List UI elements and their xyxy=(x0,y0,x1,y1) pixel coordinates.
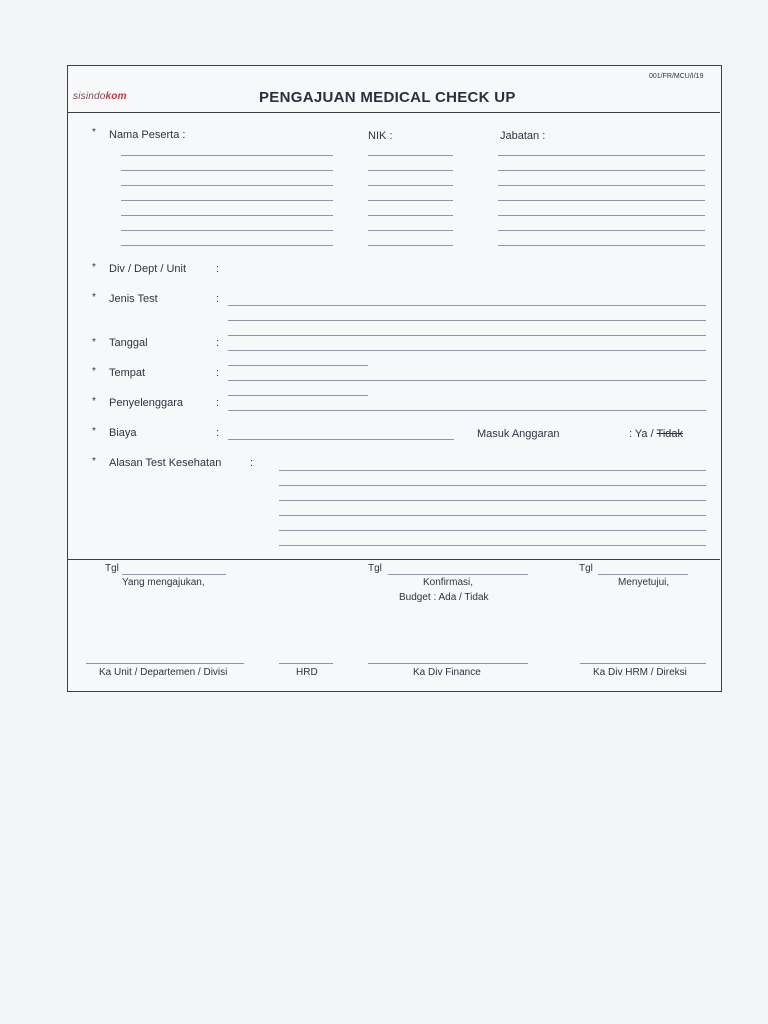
jabatan-input-line[interactable] xyxy=(498,170,705,171)
colon: : xyxy=(216,397,220,409)
jenis-test-input-line[interactable] xyxy=(228,335,706,336)
tanggal-input-line[interactable] xyxy=(228,365,368,366)
budget-label: Budget : Ada / Tidak xyxy=(399,592,489,603)
jenis-test-label: Jenis Test xyxy=(109,293,158,305)
tempat-label: Tempat xyxy=(109,367,146,379)
colon: : xyxy=(250,457,254,469)
alasan-input-line[interactable] xyxy=(279,515,706,516)
required-marker: * xyxy=(92,127,96,138)
tgl-label: Tgl xyxy=(105,563,119,574)
signature-line-hrd[interactable] xyxy=(279,663,333,664)
alasan-input-line[interactable] xyxy=(279,485,706,486)
alasan-input-line[interactable] xyxy=(279,500,706,501)
tidak-option: Tidak xyxy=(656,428,684,440)
medical-checkup-form xyxy=(67,65,722,692)
colon: : xyxy=(216,337,220,349)
yang-mengajukan-label: Yang mengajukan, xyxy=(122,577,205,588)
nik-input-line[interactable] xyxy=(368,155,453,156)
biaya-label: Biaya xyxy=(109,427,137,439)
alasan-input-line[interactable] xyxy=(279,545,706,546)
colon: : xyxy=(216,293,220,305)
biaya-input-line[interactable] xyxy=(228,439,454,440)
nama-input-line[interactable] xyxy=(121,245,333,246)
required-marker: * xyxy=(92,337,96,348)
konfirmasi-label: Konfirmasi, xyxy=(423,577,474,588)
signature-line-ka-unit[interactable] xyxy=(86,663,244,664)
nama-input-line[interactable] xyxy=(121,185,333,186)
header-divider xyxy=(68,112,720,113)
tgl-label: Tgl xyxy=(579,563,593,574)
jenis-test-input-line[interactable] xyxy=(228,305,706,306)
hrd-label: HRD xyxy=(296,667,318,678)
alasan-input-line[interactable] xyxy=(279,470,706,471)
nik-label: NIK : xyxy=(368,130,393,142)
nama-input-line[interactable] xyxy=(121,215,333,216)
ka-unit-label: Ka Unit / Departemen / Divisi xyxy=(99,667,228,678)
jabatan-input-line[interactable] xyxy=(498,245,705,246)
jabatan-label: Jabatan : xyxy=(500,130,546,142)
jabatan-input-line[interactable] xyxy=(498,185,705,186)
tempat-input-line[interactable] xyxy=(228,380,706,381)
nik-input-line[interactable] xyxy=(368,200,453,201)
div-dept-unit-label: Div / Dept / Unit xyxy=(109,263,187,275)
ya-option: : Ya / xyxy=(629,428,654,440)
nama-input-line[interactable] xyxy=(121,200,333,201)
tgl-label: Tgl xyxy=(368,563,382,574)
jabatan-input-line[interactable] xyxy=(498,230,705,231)
tanggal-label: Tanggal xyxy=(109,337,148,349)
nik-input-line[interactable] xyxy=(368,215,453,216)
required-marker: * xyxy=(92,456,96,467)
nama-input-line[interactable] xyxy=(121,170,333,171)
tgl-input-line[interactable] xyxy=(388,574,528,575)
company-logo: sisindokom xyxy=(73,91,127,102)
ya-tidak-option[interactable] xyxy=(629,428,683,440)
nama-input-line[interactable] xyxy=(121,155,333,156)
form-title: PENGAJUAN MEDICAL CHECK UP xyxy=(259,89,516,106)
required-marker: * xyxy=(92,426,96,437)
signature-line-finance[interactable] xyxy=(368,663,528,664)
jabatan-input-line[interactable] xyxy=(498,215,705,216)
nik-input-line[interactable] xyxy=(368,185,453,186)
tempat-input-line[interactable] xyxy=(228,395,368,396)
alasan-label: Alasan Test Kesehatan xyxy=(109,457,222,469)
penyelenggara-input-line[interactable] xyxy=(228,410,706,411)
required-marker: * xyxy=(92,292,96,303)
tgl-input-line[interactable] xyxy=(122,574,226,575)
required-marker: * xyxy=(92,366,96,377)
masuk-anggaran-label: Masuk Anggaran xyxy=(477,428,560,440)
jabatan-input-line[interactable] xyxy=(498,155,705,156)
ka-div-finance-label: Ka Div Finance xyxy=(413,667,481,678)
nik-input-line[interactable] xyxy=(368,170,453,171)
nik-input-line[interactable] xyxy=(368,230,453,231)
colon: : xyxy=(216,367,220,379)
form-code: 001/FR/MCU/I/19 xyxy=(649,73,704,80)
jabatan-input-line[interactable] xyxy=(498,200,705,201)
required-marker: * xyxy=(92,396,96,407)
nik-input-line[interactable] xyxy=(368,245,453,246)
menyetujui-label: Menyetujui, xyxy=(618,577,670,588)
signature-line-hrm[interactable] xyxy=(580,663,706,664)
penyelenggara-label: Penyelenggara xyxy=(109,397,184,409)
signature-divider xyxy=(68,559,720,560)
colon: : xyxy=(216,427,220,439)
required-marker: * xyxy=(92,262,96,273)
colon: : xyxy=(216,263,220,275)
jenis-test-input-line[interactable] xyxy=(228,320,706,321)
alasan-input-line[interactable] xyxy=(279,530,706,531)
ka-div-hrm-label: Ka Div HRM / Direksi xyxy=(593,667,687,678)
nama-input-line[interactable] xyxy=(121,230,333,231)
tanggal-input-line[interactable] xyxy=(228,350,706,351)
tgl-input-line[interactable] xyxy=(598,574,688,575)
nama-peserta-label: Nama Peserta : xyxy=(109,129,186,141)
